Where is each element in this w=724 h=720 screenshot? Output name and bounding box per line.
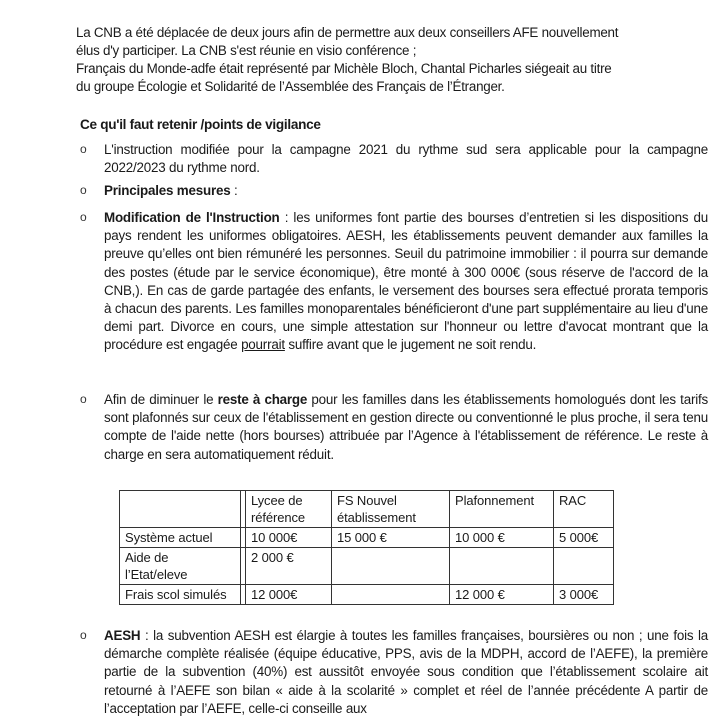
section-heading: Ce qu'il faut retenir /points de vigilance: [80, 117, 321, 132]
list-item-modification-instruction: [104, 209, 708, 355]
intro-line-4: du groupe Écologie et Solidarité de l’Assemblée des Français de l’Étranger.: [76, 79, 505, 94]
item-text: :: [230, 183, 238, 198]
table-cell: [450, 548, 554, 585]
reste-a-charge-table: [119, 490, 614, 605]
table-cell: Aide de l’Etat/eleve: [120, 548, 241, 585]
list-item-instruction-modifiee: [104, 141, 708, 177]
table-header-cell: FS Nouvel établissement: [332, 491, 450, 528]
item-text-end: suffire avant que le jugement ne soit rendu.: [284, 337, 537, 353]
intro-line-3: Français du Monde-adfe était représenté par Michèle Bloch, Chantal Picharles siégeait au titre: [76, 61, 612, 76]
table-cell: [554, 548, 614, 585]
table-row: [120, 548, 614, 585]
list-item-principales-mesures: [104, 182, 708, 200]
table-header-cell: Lycee de référence: [246, 491, 332, 528]
table-cell: [332, 548, 450, 585]
bullet-icon: o: [80, 142, 87, 156]
item-bold-label: Principales mesures: [104, 183, 231, 198]
bullet-icon: o: [80, 183, 87, 197]
table-header-row: [120, 491, 614, 528]
item-text: : la subvention AESH est élargie à toutes les familles françaises, boursières ou non ; une fois la démarche complète réalisée (équipe éducative, PPS, avis de la MDPH, accord de l’AEFE), la première partie de la subvention (40%) est aussitôt envoyée sous condition que l’établissement scolaire ait retourné à l’AEFE son bilan « aide à la scolarité » complet et réel de l’année précédente A partir de l’acceptation par l’AEFE, celle-ci conseille aux: [104, 628, 708, 716]
list-item-reste-a-charge: [104, 391, 708, 464]
table-cell: 12 000 €: [450, 585, 554, 605]
item-text-start: Afin de diminuer le: [104, 392, 218, 407]
table-cell: [332, 585, 450, 605]
item-text: L'instruction modifiée pour la campagne 2021 du rythme sud sera applicable pour la campagne 2022/2023 du rythme nord.: [104, 142, 708, 176]
item-bold-label: AESH: [104, 628, 141, 643]
table-header-cell: [120, 491, 241, 528]
item-text: pour les familles dans les établissements homologués dont les tarifs sont plafonnés sur ceux de l'établissement en gestion directe ou conventionné le plus proche, il sera tenu compte de l'aide nette (hors bourses) attribuée par l’Agence à l'établissement de référence. Le reste à charge en sera automatiquement réduit.: [104, 392, 708, 462]
intro-line-1: La CNB a été déplacée de deux jours afin de permettre aux deux conseillers AFE nouvellement: [76, 25, 619, 40]
bullet-icon: o: [80, 392, 87, 406]
table-cell: 10 000€: [246, 528, 332, 548]
item-bold-label: reste à charge: [217, 392, 308, 407]
table-cell: 12 000€: [246, 585, 332, 605]
list-item-aesh: [104, 627, 708, 718]
bullet-icon: o: [80, 628, 87, 642]
table-cell: Système actuel: [120, 528, 241, 548]
table-row: [120, 585, 614, 605]
table-header-cell: Plafonnement: [450, 491, 554, 528]
table-cell: 15 000 €: [332, 528, 450, 548]
bullet-icon: o: [80, 210, 87, 224]
table-cell: Frais scol simulés: [120, 585, 241, 605]
intro-paragraph: [76, 24, 708, 96]
item-underlined-word: pourrait: [241, 337, 285, 353]
table-cell: 2 000 €: [246, 548, 332, 585]
item-bold-label: Modification de l'Instruction: [104, 210, 280, 225]
table-cell: 10 000 €: [450, 528, 554, 548]
table-row: [120, 528, 614, 548]
table-cell: 3 000€: [554, 585, 614, 605]
table-header-cell: RAC: [554, 491, 614, 528]
item-text: : les uniformes font partie des bourses d’entretien si les dispositions du pays rendent les uniformes obligatoires. AESH, les établissements peuvent demander aux familles la preuve qu’elles ont bien rémunéré les personnes. Seuil du patrimoine immobilier : il pourra sur demande des postes (étude par le service économique), être monté à 300 000€ (sous réserve de l'accord de la CNB,). En cas de garde partagée des enfants, le versement des bourses sera effectué prorata temporis à chacun des parents. Les familles monoparentales bénéficieront d'une part supplémentaire au lieu d'une demi part. Divorce en cours, une simple attestation sur l'honneur ou lettre d'avocat montrant que la procédure est engagée: [104, 210, 708, 353]
intro-line-2: élus d'y participer. La CNB s'est réunie en visio conférence ;: [76, 43, 417, 58]
table-cell: 5 000€: [554, 528, 614, 548]
